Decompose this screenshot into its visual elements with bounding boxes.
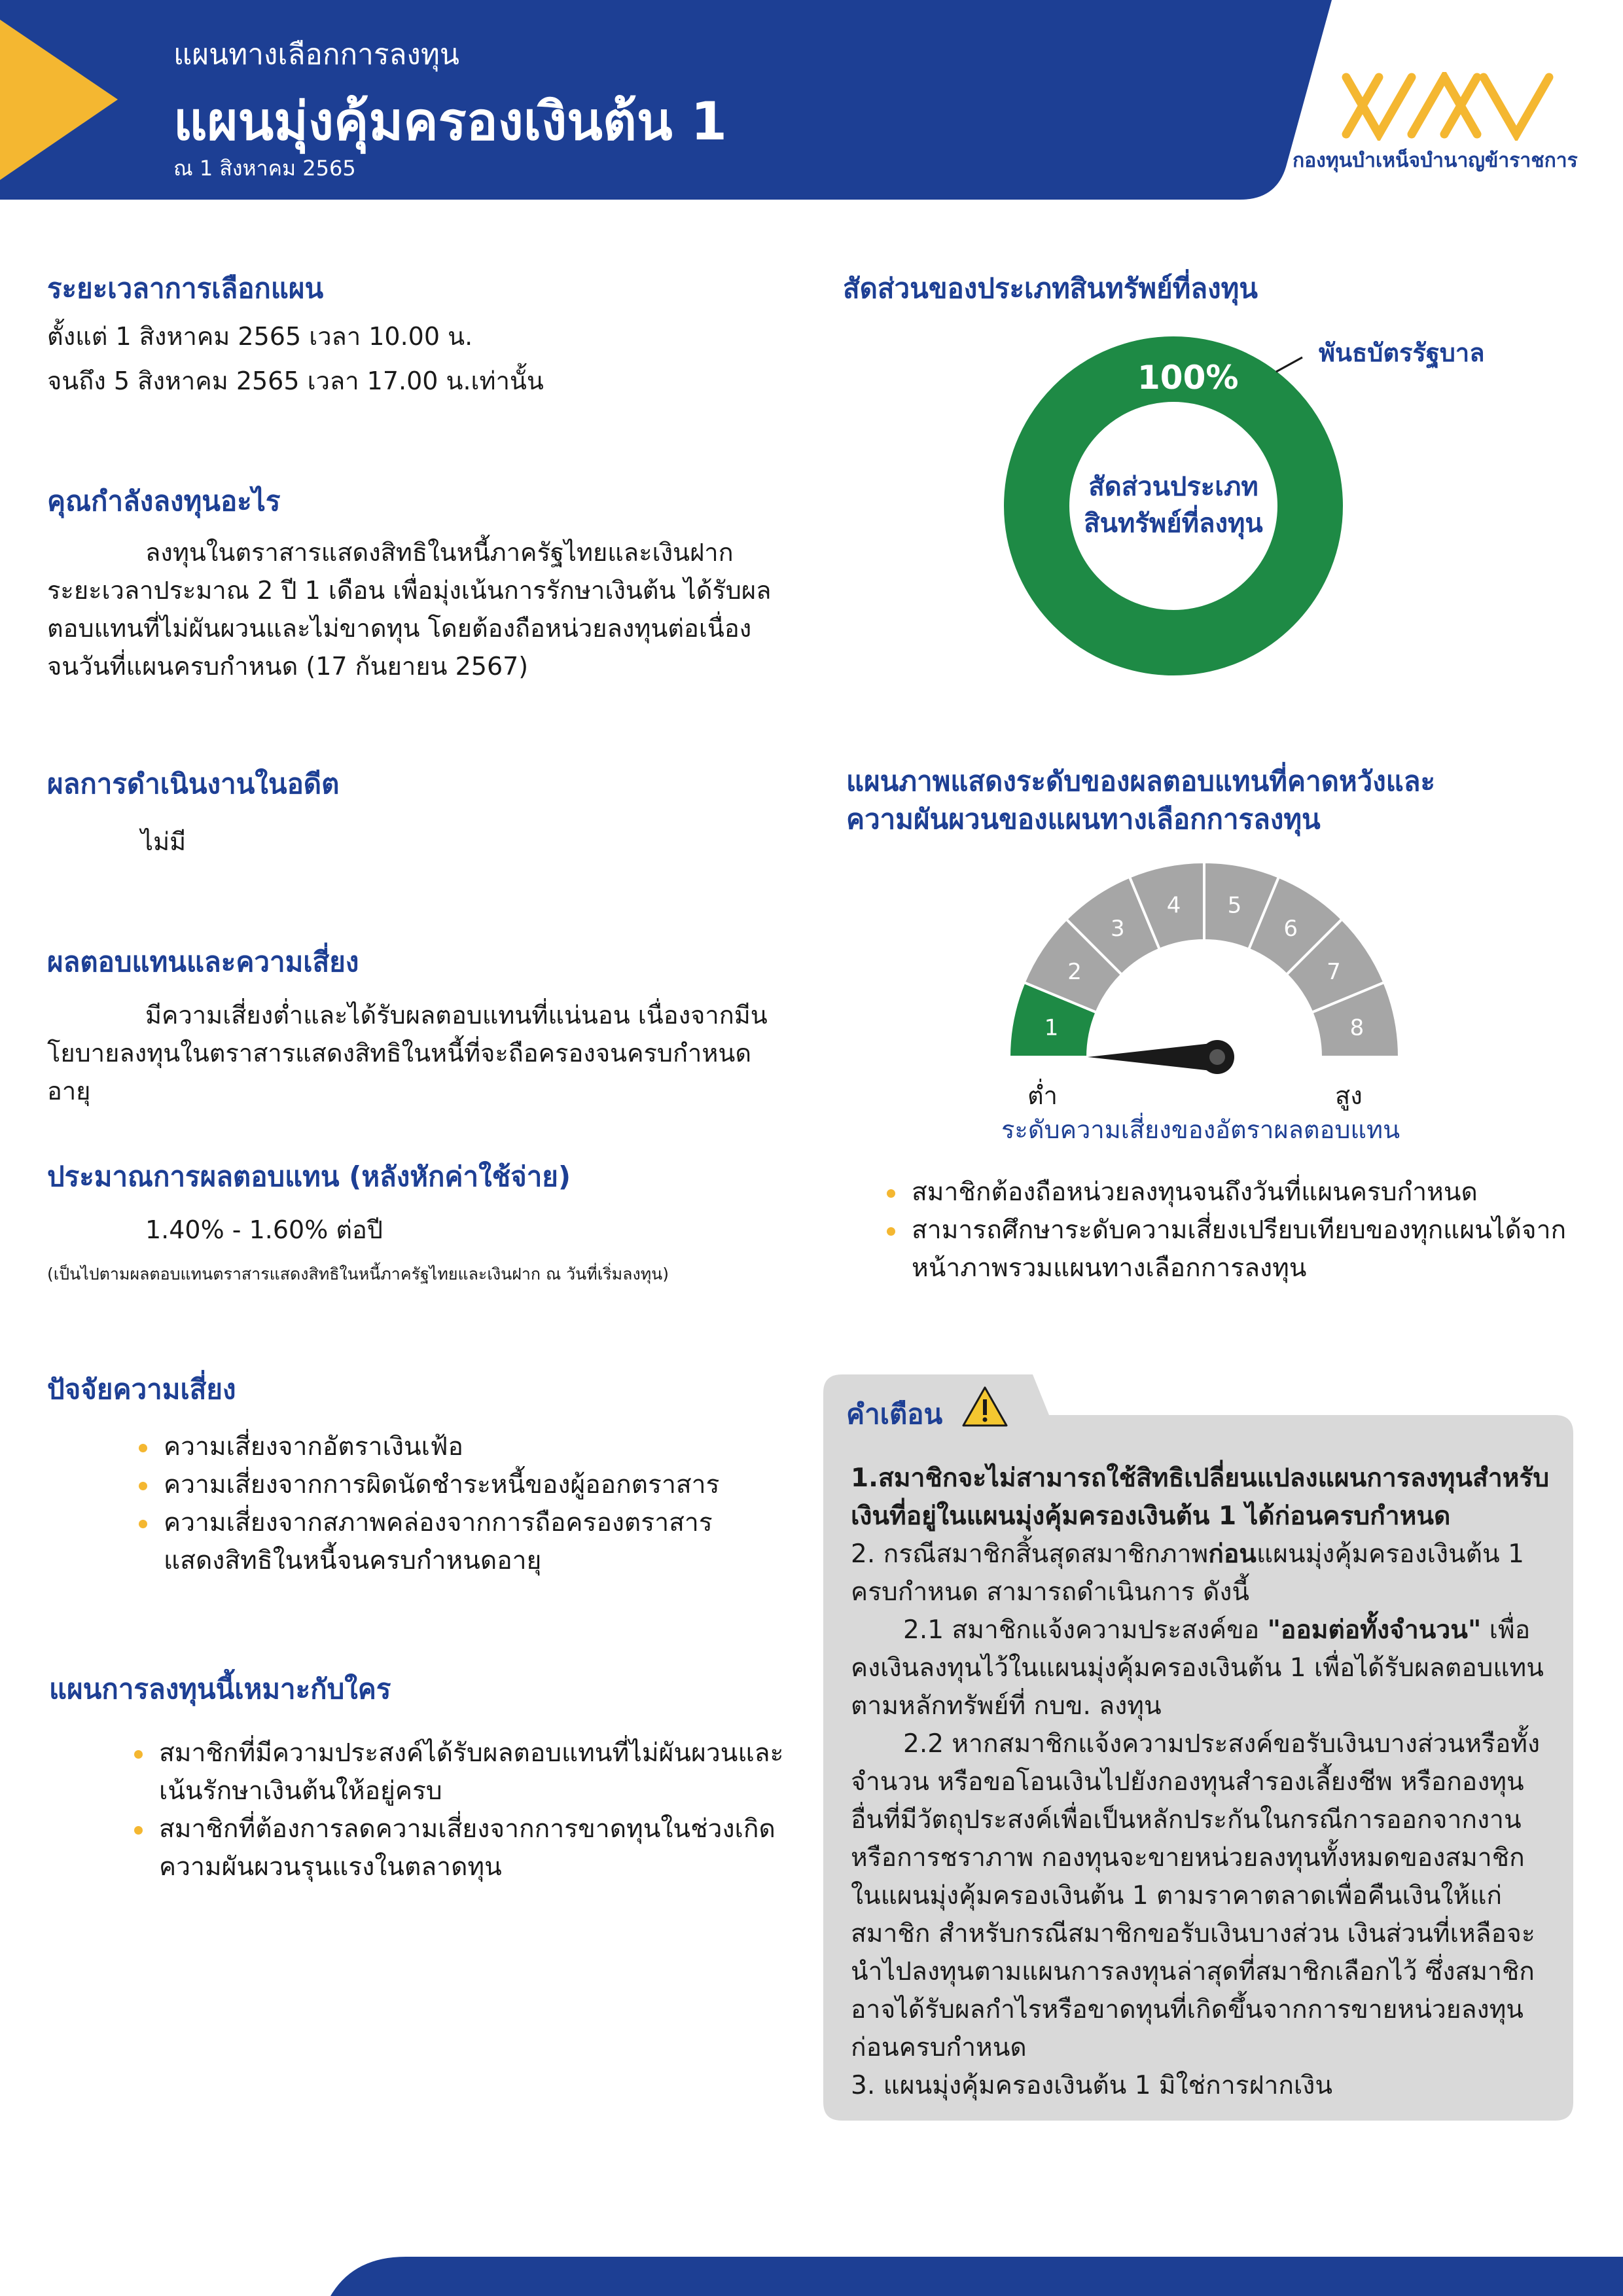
warning-point-2-a: 2. กรณีสมาชิกสิ้นสุดสมาชิกภาพ (851, 1539, 1209, 1569)
estimate-note: (เป็นไปตามผลตอบแทนตราสารแสดงสิทธิในหนี้ภาครัฐไทยและเงินฝาก ณ วันที่เริ่มลงทุน) (47, 1265, 669, 1283)
list-item: ความเสี่ยงจากสภาพคล่องจากการถือครองตราสารแสดงสิทธิในหนี้จนครบกำหนดอายุ (139, 1504, 754, 1580)
gauge-high-label: สูง (1335, 1081, 1363, 1110)
list-item: สมาชิกที่ต้องการลดความเสี่ยงจากการขาดทุนในช่วงเกิดความผันผวนรุนแรงในตลาดทุน (134, 1810, 789, 1886)
suitable-list (134, 1734, 789, 1886)
gauge-segment-label: 2 (1067, 958, 1082, 985)
warning-point-1: 1.สมาชิกจะไม่สามารถใช้สิทธิเปลี่ยนแปลงแผนการลงทุนสำหรับเงินที่อยู่ในแผนมุ่งคุ้มครองเงินต้น 1 ได้ก่อนครบกำหนด (851, 1463, 1550, 1531)
return-risk-heading: ผลตอบแทนและความเสี่ยง (47, 946, 359, 978)
gauge-title-line-2: ความผันผวนของแผนทางเลือกการลงทุน (846, 803, 1321, 835)
period-line-2: จนถึง 5 สิงหาคม 2565 เวลา 17.00 น.เท่านั้น (47, 367, 544, 395)
warning-icon (961, 1385, 1009, 1428)
leader-line (1276, 357, 1302, 372)
donut-center-line-2: สินทรัพย์ที่ลงทุน (1084, 509, 1263, 539)
donut-percent-label: 100% (1137, 359, 1239, 397)
warning-point-2-1-c: เพื่อคงเงินลงทุนไว้ในแผนมุ่งคุ้มครองเงินต้น 1 เพื่อได้รับผลตอบแทนตามหลักทรัพย์ที่ กบข. ลงทุน (851, 1615, 1544, 1721)
investing-text: ลงทุนในตราสารแสดงสิทธิในหนี้ภาครัฐไทยและเงินฝาก ระยะเวลาประมาณ 2 ปี 1 เดือน เพื่อมุ่งเน้นการรักษาเงินต้น ได้รับผลตอบแทนที่ไม่ผันผวนและไม่ขาดทุน โดยต้องถือหน่วยลงทุนต่อเนื่องจนวันที่แผนครบกำหนด (17 กันยายน 2567) (47, 538, 772, 681)
gauge-title-line-1: แผนภาพแสดงระดับของผลตอบแทนที่คาดหวังและ (846, 765, 1436, 797)
gauge-segment-label: 8 (1349, 1014, 1364, 1041)
gauge-segment-label: 1 (1044, 1014, 1059, 1041)
gauge-segment-label: 6 (1283, 916, 1298, 942)
asset-chart-title: สัดส่วนของประเภทสินทรัพย์ที่ลงทุน (843, 272, 1258, 304)
investing-heading: คุณกำลังลงทุนอะไร (47, 485, 281, 517)
period-line-1: ตั้งแต่ 1 สิงหาคม 2565 เวลา 10.00 น. (47, 322, 473, 351)
suitable-heading: แผนการลงทุนนี้เหมาะกับใคร (49, 1673, 391, 1705)
risk-factors-list (139, 1428, 754, 1580)
risk-factors-heading: ปัจจัยความเสี่ยง (47, 1373, 236, 1405)
gauge-segment-label: 4 (1166, 892, 1181, 919)
warning-heading: คำเตือน (846, 1398, 943, 1430)
list-item: ความเสี่ยงจากการผิดนัดชำระหนี้ของผู้ออกตราสาร (139, 1466, 754, 1504)
warning-point-2-2: 2.2 หากสมาชิกแจ้งความประสงค์ขอรับเงินบางส่วนหรือทั้งจำนวน หรือขอโอนเงินไปยังกองทุนสำรองเลี้ยงชีพ หรือกองทุนอื่นที่มีวัตถุประสงค์เพื่อเป็นหลักประกันในกรณีการออกจากงานหรือการชราภาพ กองทุนจะขายหน่วยลงทุนทั้งหมดของสมาชิกในแผนมุ่งคุ้มครองเงินต้น 1 ตามราคาตลาดเพื่อคืนเงินให้แก่สมาชิก สำหรับกรณีสมาชิกขอรับเงินบางส่วน เงินส่วนที่เหลือจะนำไปลงทุนตามแผนการลงทุนล่าสุดที่สมาชิกเลือกไว้ ซึ่งสมาชิกอาจได้รับผลกำไรหรือขาดทุนที่เกิดขึ้นจากการขายหน่วยลงทุนก่อนครบกำหนด (851, 1729, 1541, 2062)
donut-center-label (1059, 469, 1288, 542)
past-performance-heading: ผลการดำเนินงานในอดีต (47, 768, 340, 800)
return-risk-text: มีความเสี่ยงต่ำและได้รับผลตอบแทนที่แน่นอน เนื่องจากมีนโยบายลงทุนในตราสารแสดงสิทธิในหนี้ที่จะถือครองจนครบกำหนดอายุ (47, 1001, 768, 1105)
list-item: สมาชิกที่มีความประสงค์ได้รับผลตอบแทนที่ไม่ผันผวนและเน้นรักษาเงินต้นให้อยู่ครบ (134, 1734, 789, 1810)
header-date: ณ 1 สิงหาคม 2565 (173, 156, 356, 181)
warning-point-2 (851, 1535, 1551, 1611)
gauge-segment-label: 3 (1110, 916, 1125, 942)
warning-point-2-1 (851, 1611, 1551, 1725)
estimate-value: 1.40% - 1.60% ต่อปี (145, 1215, 383, 1244)
gauge-segment-label: 7 (1327, 958, 1341, 985)
chart-notes-list (887, 1174, 1580, 1287)
estimate-heading: ประมาณการผลตอบแทน (หลังหักค่าใช้จ่าย) (47, 1160, 571, 1193)
warning-point-2-1-emph: "ออมต่อทั้งจำนวน" (1267, 1615, 1482, 1645)
warning-point-2-emph: ก่อน (1208, 1539, 1257, 1569)
list-item: สามารถศึกษาระดับความเสี่ยงเปรียบเทียบของทุกแผนได้จากหน้าภาพรวมแผนทางเลือกการลงทุน (887, 1211, 1580, 1287)
gauge-hub-inner (1209, 1049, 1225, 1065)
list-item: สมาชิกต้องถือหน่วยลงทุนจนถึงวันที่แผนครบกำหนด (887, 1174, 1580, 1211)
warning-text (851, 1460, 1551, 2105)
warning-point-3: 3. แผนมุ่งคุ้มครองเงินต้น 1 มิใช่การฝากเงิน (851, 2071, 1333, 2100)
past-performance-text: ไม่มี (141, 827, 187, 856)
gauge-needle (1088, 1043, 1217, 1071)
gauge-segment-label: 5 (1227, 892, 1242, 919)
logo-icon (1338, 72, 1561, 141)
list-item: ความเสี่ยงจากอัตราเงินเฟ้อ (139, 1428, 754, 1466)
gauge-title (846, 762, 1435, 838)
warning-point-2-1-a: 2.1 สมาชิกแจ้งความประสงค์ขอ (903, 1615, 1268, 1645)
gauge-low-label: ต่ำ (1027, 1081, 1058, 1110)
donut-center-line-1: สัดส่วนประเภท (1088, 472, 1258, 502)
gauge-caption: ระดับความเสี่ยงของอัตราผลตอบแทน (1001, 1115, 1400, 1144)
warning-point-2-c: แผนมุ่งคุ้มครองเงินต้น 1 ครบกำหนด สามารถดำเนินการ ดังนี้ (851, 1539, 1524, 1607)
period-heading: ระยะเวลาการเลือกแผน (47, 272, 324, 304)
donut-legend-label: พันธบัตรรัฐบาล (1319, 338, 1485, 367)
footer-bar (0, 2257, 1623, 2296)
org-name: กองทุนบำเหน็จบำนาญข้าราชการ (1293, 149, 1578, 172)
header-subtitle: แผนทางเลือกการลงทุน (173, 38, 459, 71)
page-title: แผนมุ่งคุ้มครองเงินต้น 1 (173, 91, 728, 152)
